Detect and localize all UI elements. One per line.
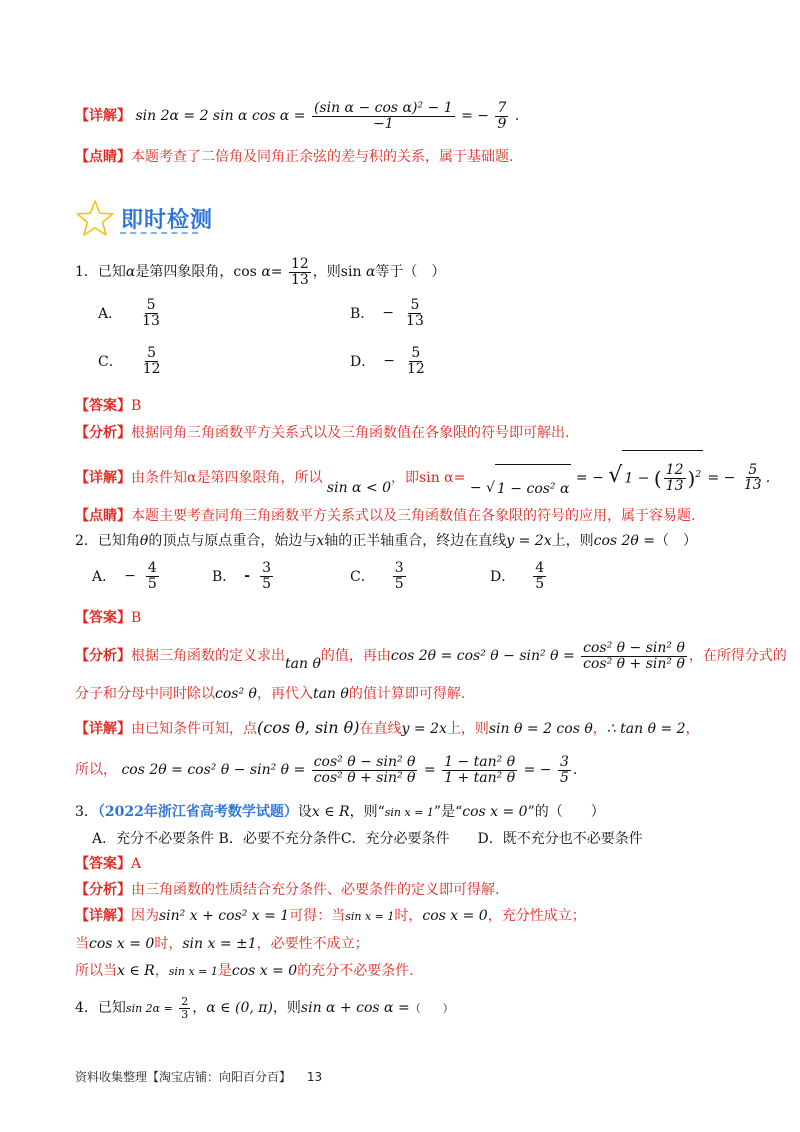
q1-option-a-num: 5 [146,297,156,313]
q1-option-d-frac [405,346,427,376]
q2-option-d-num: 4 [535,560,545,576]
q2-option-d [490,561,548,591]
q2-stem [75,530,697,552]
q2-stem-c: 的顶点与原点重合，始边与 [148,533,317,549]
q1-option-d-den: 12 [406,360,425,377]
top-detail-result-num: 7 [497,99,507,116]
q3-detail-eq7: sin x = 1 [168,965,218,978]
q1-detail-label: 【详解】 [75,469,131,486]
q3-analysis-text: 由三角函数的性质结合充分条件、必要条件的定义即可得解. [131,882,500,898]
q1-detail-res-den: 13 [743,477,762,494]
q4-stem-d: α ∈ (0, π) [206,1000,273,1016]
q3-detail-1 [75,905,586,928]
q1-option-b [350,298,428,328]
q1-stem-frac [289,257,311,287]
q1-remark-text: 本题主要考查同角三角函数平方关系式以及三角函数值在各象限的符号的应用，属于容易题. [131,508,696,524]
q3-stem-d: ，则“ [349,804,385,820]
section-title: 即时检测 [121,207,214,233]
q2-stem-a: 2．已知角 [75,533,140,549]
q2-analysis-a: 根据三角函数的定义求出 [131,648,285,664]
q2-option-c-den: 5 [394,575,404,592]
q3-detail-eq2: sin x = 1 [345,910,395,923]
q2-stem-b: θ [139,533,149,549]
q1-detail-sqrt2-pre: 1 − [624,470,650,487]
q1-option-b-label: B． [350,306,375,323]
q2-option-c-frac [393,561,406,591]
q3-analysis [75,879,499,901]
q1-option-b-num: 5 [410,297,420,313]
q2-stem-g: 上，则 [551,533,594,549]
q3-detail-2 [75,933,369,955]
q1-option-c-frac [141,346,163,376]
q2-option-d-label: D． [490,569,516,586]
q4-stem-a: 4．已知 [75,1000,126,1016]
q1-option-a-den: 13 [142,312,160,329]
q2-analysis-frac-num: cos² θ − sin² θ [583,639,685,656]
top-detail-result-den: 9 [497,115,507,132]
top-detail-frac-den: −1 [372,115,394,132]
q2-detail-label: 【详解】 [75,721,131,737]
q2-analysis-frac [581,641,687,671]
q2-option-b-label: B． [212,569,237,586]
q2-detail-frac1 [312,755,418,785]
q2-analysis-expr: cos 2θ = cos² θ − sin² θ = [390,648,575,664]
q1-detail-e: = − [707,469,736,486]
top-remark-text: 本题考查了二倍角及同角正余弦的差与积的关系，属于基础题. [131,149,514,165]
q2-detail-2: 所以， cos 2θ = cos² θ − sin² θ = $\frac{\text{cos² θ − sin² θ}}{\text{cos² θ + sin² θ}}$ = $\frac{\text{1 − tan² θ}}{\text{1 + tan² θ}}$ = − $\frac{3}{5}$ . [75,753,578,786]
page-footer [75,1068,322,1085]
q1-analysis [75,422,569,444]
q3-detail-eq4: cos x = 0 [89,936,155,952]
q2-analysis-2 [75,683,465,705]
q2-detail-1 [75,714,700,742]
q2-option-a-num: 4 [147,560,157,576]
q4-stem-e: ，则 [272,1000,301,1016]
section-title-underline [120,232,198,234]
q1-detail-sqrt1: √ 1 − cos² α [486,464,571,512]
q1-remark [75,505,695,527]
q3-detail-label: 【详解】 [75,908,131,924]
q3-detail-h: 所以当 [75,963,117,979]
q3-stem-a: 3． [75,804,98,820]
q2-detail-b: 在直线 [359,721,402,737]
q1-stem-g: α [365,264,376,280]
q1-option-d-sign: − [383,353,395,370]
q1-detail-c: − [469,479,482,496]
q2-detail-frac2-num: 1 − tan² θ [444,753,516,770]
q1-stem-frac-den: 13 [290,271,309,288]
q1-detail-sqrt2: √ 1 − ( $\frac{12}{13}$ )$^2$ [608,450,703,502]
q1-option-b-frac [404,298,426,328]
q2-detail-eq2: = [423,762,436,778]
q3-answer [75,853,141,875]
q3-answer-label: 【答案】 [75,856,131,872]
q4-stem-frac [179,996,190,1020]
q1-stem-e: = [270,264,283,280]
q1-analysis-label: 【分析】 [75,425,131,441]
q2-option-a-den: 5 [147,575,157,592]
q1-answer-label: 【答案】 [75,398,131,414]
q3-detail-f: 时， [154,936,183,952]
q3-detail-e: 当 [75,936,89,952]
q2-option-b-frac [260,561,273,591]
q2-detail-eq: sin θ = 2 cos θ [488,721,593,737]
q2-detail-expr: cos 2θ = cos² θ − sin² θ = [121,762,306,778]
top-detail-result: = − [461,108,489,124]
q2-analysis-e: ，再代入 [256,686,313,702]
q1-option-c-num: 5 [147,345,157,361]
q2-detail-f: 所以， [75,762,117,778]
q3-detail-3 [75,960,414,983]
q3-detail-eq8: cos x = 0 [231,963,298,979]
q3-answer-value: A [131,856,142,872]
q1-detail-sqrt1-rad: 1 − cos² α [495,464,572,512]
q1-detail-sqrt2-den: 13 [665,478,684,495]
q4-stem-c: ， [192,1000,207,1016]
q3-stem-e: sin x = 1 [384,806,434,819]
footer-text: 资料收集整理【淘宝店铺：向阳百分百】 [75,1070,292,1084]
q1-stem-c: 是第四象限角，cos [135,264,257,280]
q2-detail-frac3 [558,755,571,785]
q1-option-b-den: 13 [406,312,424,329]
q1-detail-b: ，即sin α= [391,469,466,486]
q3-detail-k: 的充分不必要条件. [297,963,414,979]
q3-detail-eq1: sin² x + cos² x = 1 [159,908,290,924]
q2-detail-frac2 [442,755,517,785]
q2-detail-frac3-den: 5 [559,769,569,786]
q2-detail-line: y = 2x [401,721,447,737]
q2-option-b-den: 5 [262,575,272,592]
q3-stem-f: ”是“ [433,804,463,820]
q1-option-a-frac [140,298,162,328]
q2-option-c-num: 3 [394,560,404,576]
q2-stem-h: cos 2θ = [593,533,656,549]
q2-analysis-tan2: tan θ [312,686,349,702]
top-detail-frac [312,101,455,131]
q1-stem-f: ，则sin [312,264,362,280]
q3-detail-c: 时， [394,908,423,924]
q3-detail-b: 可得：当 [289,908,346,924]
q1-detail-d: = − [575,469,604,486]
q4-stem-f: sin α + cos α = [300,1000,410,1016]
q3-detail-j: 是 [217,963,232,979]
q4-stem-g: （ ） [409,1002,454,1015]
q2-analysis-frac-den: cos² θ + sin² θ [583,655,685,672]
q1-stem-d: α [261,264,271,280]
q2-option-c [350,561,408,591]
q1-option-d [350,346,429,376]
q1-stem-a: 1．已知 [75,264,126,280]
q3-analysis-label: 【分析】 [75,882,131,898]
top-detail-result-frac [495,101,508,131]
top-remark-label: 【点睛】 [75,149,131,165]
q3-detail-eq5: sin x = ±1 [182,936,257,952]
q2-option-a-frac [146,561,159,591]
q2-detail-e: ， [685,721,700,737]
q4-stem [75,990,454,1026]
q2-analysis-c: ，在所得分式的 [688,648,787,664]
q2-option-a-sign: − [124,568,136,585]
q3-detail-d: ，充分性成立； [487,908,586,924]
q2-detail-a: 由已知条件可知，点 [131,721,257,737]
q2-option-b-sign: - [244,568,251,585]
top-detail-frac-num: (sin α − cos α)² − 1 [313,99,453,116]
q2-option-b [212,561,275,591]
q4-stem-frac-den: 3 [181,1007,189,1021]
q2-option-b-num: 3 [262,560,272,576]
q2-analysis-d: 分子和分母中同时除以 [75,686,215,702]
q2-detail-eq3: = − [523,762,552,778]
q3-detail-a: 因为 [131,908,159,924]
q2-answer-label: 【答案】 [75,610,131,626]
q1-remark-label: 【点睛】 [75,508,131,524]
q1-option-c [98,346,165,376]
q1-detail-cond: sin α < 0 [326,479,392,496]
q3-stem-c: x ∈ R [311,804,350,820]
q1-option-b-sign: − [382,305,395,322]
q2-answer-value: B [131,610,142,626]
q2-answer [75,607,141,629]
q2-analysis-f: 的值计算即可得解. [348,686,466,702]
q3-detail-i: ， [154,963,169,979]
q4-stem-b: sin 2α = [125,1002,173,1015]
q1-detail-sqrt2-num: 12 [665,462,684,479]
page-number: 13 [306,1070,323,1084]
q3-stem-source: （2022年浙江省高考数学试题） [97,804,298,820]
q2-analysis-cos2: cos² θ [215,686,257,702]
q2-detail-d: ， [592,721,607,737]
q1-stem-h: 等于（ ） [375,264,446,280]
q1-answer [75,395,141,417]
q4-stem-frac-num: 2 [181,994,189,1008]
q1-stem-frac-num: 12 [290,255,309,272]
q3-detail-eq3: cos x = 0 [422,908,488,924]
q1-option-d-num: 5 [411,345,421,361]
q1-option-d-label: D． [350,354,376,371]
q2-analysis-b: 的值，再由 [320,648,391,664]
top-remark-line [75,146,513,168]
q1-detail-a: 由条件知α是第四象限角，所以 [131,469,323,486]
q2-detail-frac2-den: 1 + tan² θ [444,769,516,786]
star-icon [75,198,115,238]
q2-option-c-label: C． [350,569,375,586]
q1-analysis-text: 根据同角三角函数平方关系式以及三角函数值在各象限的符号即可解出. [131,425,570,441]
q1-option-c-label: C． [98,354,123,371]
q1-detail-res-num: 5 [748,461,758,478]
top-detail-line: 【详解】 sin 2α = 2 sin α cos α = $\frac{\text{(sin α − cos α)² − 1}}{-1}$ = − $\frac{7}{9}$ . [75,99,520,132]
q2-analysis-label: 【分析】 [75,648,131,664]
top-detail-label: 【详解】 [75,108,131,124]
q3-stem-h: ”的（ ） [527,804,605,820]
q2-option-d-frac [533,561,546,591]
q1-stem-b: α [125,264,136,280]
q2-detail-frac3-num: 3 [559,753,569,770]
q1-detail-sqrt2-rad: 1 − ( $\frac{12}{13}$ )$^2$ [622,450,703,502]
q2-detail-tan: ∴ tan θ = 2 [606,721,686,737]
q1-detail: 【详解】由条件知α是第四象限角，所以 sin α < 0，即sin α= − √ 1 − cos² α = − √ 1 − ( $\frac{12}{13}$ )$^2$ = − $\frac{5}{13}$ . [75,450,770,496]
q3-stem-b: 设 [297,804,312,820]
q2-detail-point: (cos θ, sin θ) [257,718,360,737]
q3-options: A．充分不必要条件 B．必要不充分条件C．充分必要条件 D．既不充分也不必要条件 [92,831,643,847]
q2-analysis-1 [75,636,787,676]
q1-option-c-den: 12 [142,360,161,377]
q1-option-a [98,298,164,328]
q1-option-a-label: A． [98,306,123,323]
q3-stem-g: cos x = 0 [462,804,528,820]
q2-stem-f: y = 2x [506,533,552,549]
q1-stem [75,255,445,289]
q2-detail-c: 上，则 [446,721,489,737]
q2-stem-d: x [316,533,325,549]
q3-stem [75,801,605,824]
q3-detail-g: ，必要性不成立； [256,936,369,952]
q2-stem-i: （ ） [655,533,698,549]
q2-option-a [92,561,161,591]
top-detail-expr: sin 2α = 2 sin α cos α = [135,108,306,124]
q2-analysis-tan: tan θ [285,656,321,672]
q2-option-a-label: A． [92,569,117,586]
q1-answer-value: B [131,398,142,414]
q2-detail-frac1-num: cos² θ − sin² θ [313,753,416,770]
q2-detail-frac1-den: cos² θ + sin² θ [313,769,416,786]
q2-stem-e: 轴的正半轴重合，终边在直线 [324,533,507,549]
q2-option-d-den: 5 [535,575,545,592]
q3-detail-eq6: x ∈ R [117,963,155,979]
q1-detail-res-frac [742,463,764,493]
